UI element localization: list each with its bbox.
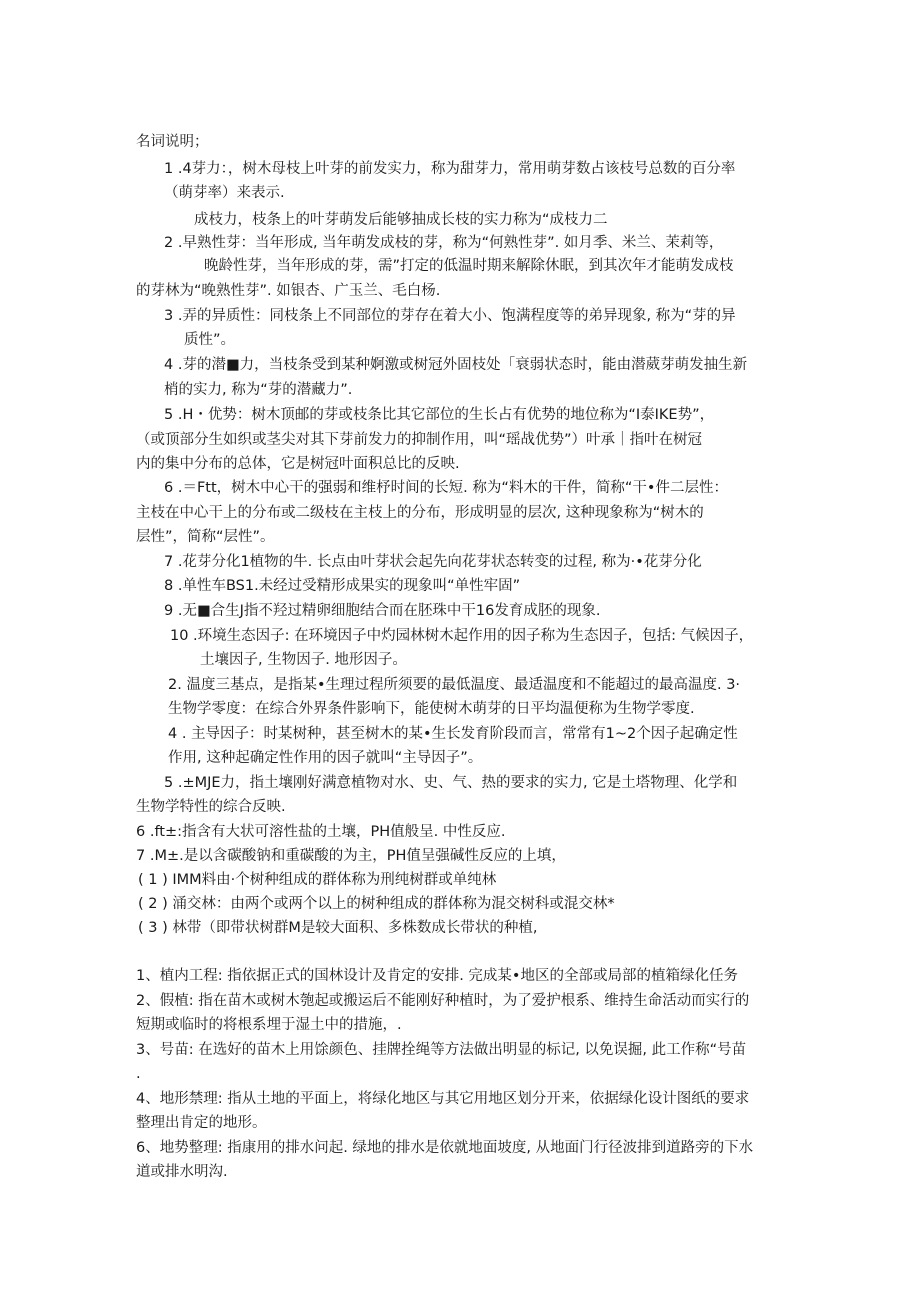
text-line: 2 .早熟性芽：当年形成, 当年萌发成枝的芽，称为“何熟性芽”. 如月季、米兰、茉莉等， <box>164 235 724 251</box>
text-line: （或顶部分生如织或茎尖对其下芽前发力的抑制作用，叫“瑶战优势”）叶承｜指叶在树冠 <box>136 432 703 448</box>
text-line: 4 .芽的潜■力，当枝条受到某种婀激或树冠外固枝处「衰弱状态时，能由潜葳芽萌发抽生新 <box>164 357 748 373</box>
text-line: 1、植内工程: 指依据正式的国林设计及肯定的安排. 完成某•地区的全部或局部的植箱绿化任务 <box>136 968 738 984</box>
text-line: 内的集中分布的总体，它是树冠叶面积总比的反映. <box>136 456 460 472</box>
text-line: 6 .＝Ftt，树木中心干的强弱和维杼时间的长短. 称为“料木的干件，简称“干•件二层性： <box>164 480 728 496</box>
text-line: 的芽林为“晚熟性芽”. 如银杏、广玉兰、毛白杨. <box>136 283 441 299</box>
text-line: 2、假植: 指在苗木或树木匏起或搬运后不能刚好种植时，为了爱护根系、维持生命活动而实行的 <box>136 993 750 1009</box>
text-line: 层性”，简称“层性”。 <box>136 529 275 545</box>
text-line: 4、地形禁理: 指从土地的平面上，将绿化地区与其它用地区划分开来，依据绿化设计图纸的要求 <box>136 1091 750 1107</box>
text-line: 成枝力，枝条上的叶芽萌发后能够抽成长枝的实力称为“成枝力二 <box>194 212 608 228</box>
text-line: 整理出肯定的地形。 <box>136 1115 267 1131</box>
text-line: 7 .M±.是以含碳酸钠和重碳酸的为主，PH值呈强碱性反应的上填， <box>136 848 566 864</box>
text-line: 5 .±MJE力，指土壤刚好满意植物对水、史、气、热的要求的实力, 它是土塔物理、化学和 <box>164 775 738 791</box>
text-line: 3、号苗: 在选好的苗木上用馀颜色、挂牌拴绳等方法做出明显的标记, 以免误掘, 此工作称“号苗 <box>136 1042 747 1058</box>
text-line: 质性”。 <box>184 332 236 348</box>
text-line: 10 .环境生态因子: 在环境因子中灼园林树木起作用的因子称为生态因子，包括: 气候因子， <box>170 628 754 644</box>
text-line: ( 2 ) 涌交林：由两个或两个以上的树种组成的群体称为混交树科或混交林* <box>138 896 615 912</box>
text-line: 9 .无■合生J指不羟过精卵细胞结合而在胚珠中干16发育成胚的现象. <box>164 603 601 619</box>
text-line: 3 .弄的异质性：同枝条上不同部位的芽存在着大小、饱满程度等的弟异现象, 称为“芽的异 <box>164 308 736 324</box>
text-line: 土壤因子, 生物因子. 地形因子。 <box>200 652 407 668</box>
text-line: 4 . 主导因子：时某树种，甚至树木的某•生长发育阶段而言，常常有1~2个因子起确定性 <box>168 726 738 742</box>
text-line: 道或排水明沟. <box>136 1164 228 1180</box>
text-line: 2. 温度三基点，是指某•生理过程所须要的最低温度、最适温度和不能超过的最高温度. 3· <box>168 677 741 693</box>
text-line: ( 3 ) 林带（即带状树群M是较大面积、多株数成长带状的种植, <box>138 920 538 936</box>
text-line: 作用, 这种起确定性作用的因子就叫“主导因子”。 <box>168 750 483 766</box>
text-line: 8 .单性车BS1.未经过受精形成果实的现象叫“单性牢固” <box>164 578 521 594</box>
text-line: 7 .花芽分化1植物的牛. 长点由叶芽状会起先向花芽状态转变的过程, 称为·•花芽分化 <box>164 554 702 570</box>
text-line: （萌芽率）来表示. <box>164 185 285 201</box>
text-line: 晚龄性芽，当年形成的芽，需”打定的低温时期来解除休眠，到其次年才能萌发成枝 <box>204 258 734 274</box>
text-line: 1 .4芽力：，树木母枝上叶芽的前发实力，称为甜芽力，常用萌芽数占该枝号总数的百分率 <box>164 161 736 177</box>
text-line: 梢的实力, 称为“芽的潜藏力”. <box>164 382 353 398</box>
text-line: 主枝在中心干上的分布或二级枝在主枝上的分布，形成明显的层次, 这种现象称为“树木的 <box>136 505 704 521</box>
text-line: 5 .H・优势：树木顶邮的芽或枝条比其它部位的生长占有优势的地位称为“I泰IKE势”， <box>164 407 715 423</box>
text-line: ( 1 ) IMM料由·个树种组成的群体称为刑纯树群或单纯林 <box>138 872 497 888</box>
text-line: 6 .ft±:指含有大状可溶性盐的土壤，PH值般呈. 中性反应. <box>136 824 506 840</box>
text-line: 生物学特性的综合反映. <box>136 799 286 815</box>
text-line: 6、地势整理: 指康用的排水问起. 绿地的排水是依就地面坡度, 从地面门行径波排到道路旁的下水 <box>136 1140 754 1156</box>
text-line: 短期或临时的将根系埋于湿土中的措施，. <box>136 1017 402 1033</box>
text-line: 生物学零度：在综合外界条件影响下，能使树木萌芽的日平均温便称为生物学零度. <box>168 701 695 717</box>
text-line: . <box>136 1066 141 1082</box>
document-heading: 名词说明； <box>136 134 209 150</box>
